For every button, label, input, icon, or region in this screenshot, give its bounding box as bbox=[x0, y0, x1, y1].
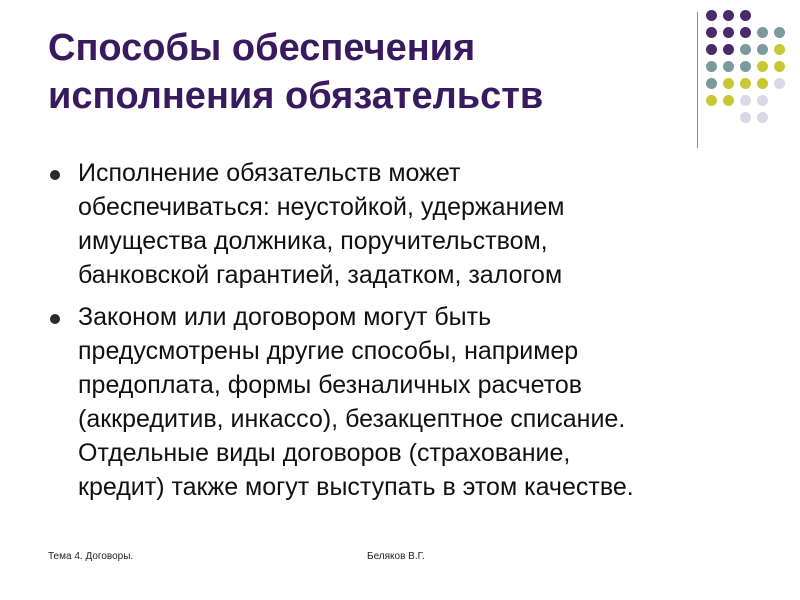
dot bbox=[723, 78, 734, 89]
dot bbox=[740, 61, 751, 72]
bullet-line: (аккредитив, инкассо), безакцептное списание. bbox=[78, 405, 626, 433]
bullet-line: обеспечиваться: неустойкой, удержанием bbox=[78, 193, 565, 221]
dot bbox=[706, 44, 717, 55]
dot bbox=[706, 78, 717, 89]
title-line-2: исполнения обязательств bbox=[48, 75, 544, 117]
decorative-dot-grid bbox=[706, 10, 796, 130]
bullet-item bbox=[48, 156, 748, 292]
dot bbox=[774, 61, 785, 72]
bullet-dot-icon bbox=[50, 314, 60, 324]
dot bbox=[774, 78, 785, 89]
dot bbox=[757, 44, 768, 55]
bullet-line: Исполнение обязательств может bbox=[78, 159, 461, 187]
dot bbox=[740, 27, 751, 38]
dot bbox=[740, 44, 751, 55]
bullet-line: кредит) также могут выступать в этом качестве. bbox=[78, 473, 634, 501]
dot bbox=[723, 44, 734, 55]
bullet-line: Отдельные виды договоров (страхование, bbox=[78, 439, 571, 467]
dot bbox=[723, 27, 734, 38]
dot bbox=[740, 95, 751, 106]
bullet-dot-icon bbox=[50, 170, 60, 180]
bullet-line: имущества должника, поручительством, bbox=[78, 227, 548, 255]
slide-title bbox=[48, 24, 668, 120]
bullet-line: банковской гарантией, задатком, залогом bbox=[78, 261, 563, 289]
bullet-line: предоплата, формы безналичных расчетов bbox=[78, 371, 583, 399]
footer-author: Беляков В.Г. bbox=[367, 551, 425, 562]
bullet-line: Законом или договором могут быть bbox=[78, 303, 492, 331]
dot bbox=[706, 27, 717, 38]
dot bbox=[723, 95, 734, 106]
dot bbox=[706, 95, 717, 106]
decorative-divider bbox=[697, 12, 698, 148]
dot bbox=[774, 44, 785, 55]
dot bbox=[757, 78, 768, 89]
bullet-list bbox=[48, 156, 748, 512]
footer-topic: Тема 4. Договоры. bbox=[48, 551, 134, 562]
dot bbox=[740, 10, 751, 21]
dot bbox=[757, 61, 768, 72]
bullet-item bbox=[48, 300, 748, 504]
dot bbox=[706, 10, 717, 21]
dot bbox=[757, 95, 768, 106]
dot bbox=[757, 112, 768, 123]
dot bbox=[774, 27, 785, 38]
dot bbox=[740, 78, 751, 89]
dot bbox=[757, 27, 768, 38]
dot bbox=[723, 10, 734, 21]
title-line-1: Способы обеспечения bbox=[48, 27, 476, 69]
bullet-line: предусмотрены другие способы, например bbox=[78, 337, 579, 365]
dot bbox=[723, 61, 734, 72]
dot bbox=[706, 61, 717, 72]
dot bbox=[740, 112, 751, 123]
